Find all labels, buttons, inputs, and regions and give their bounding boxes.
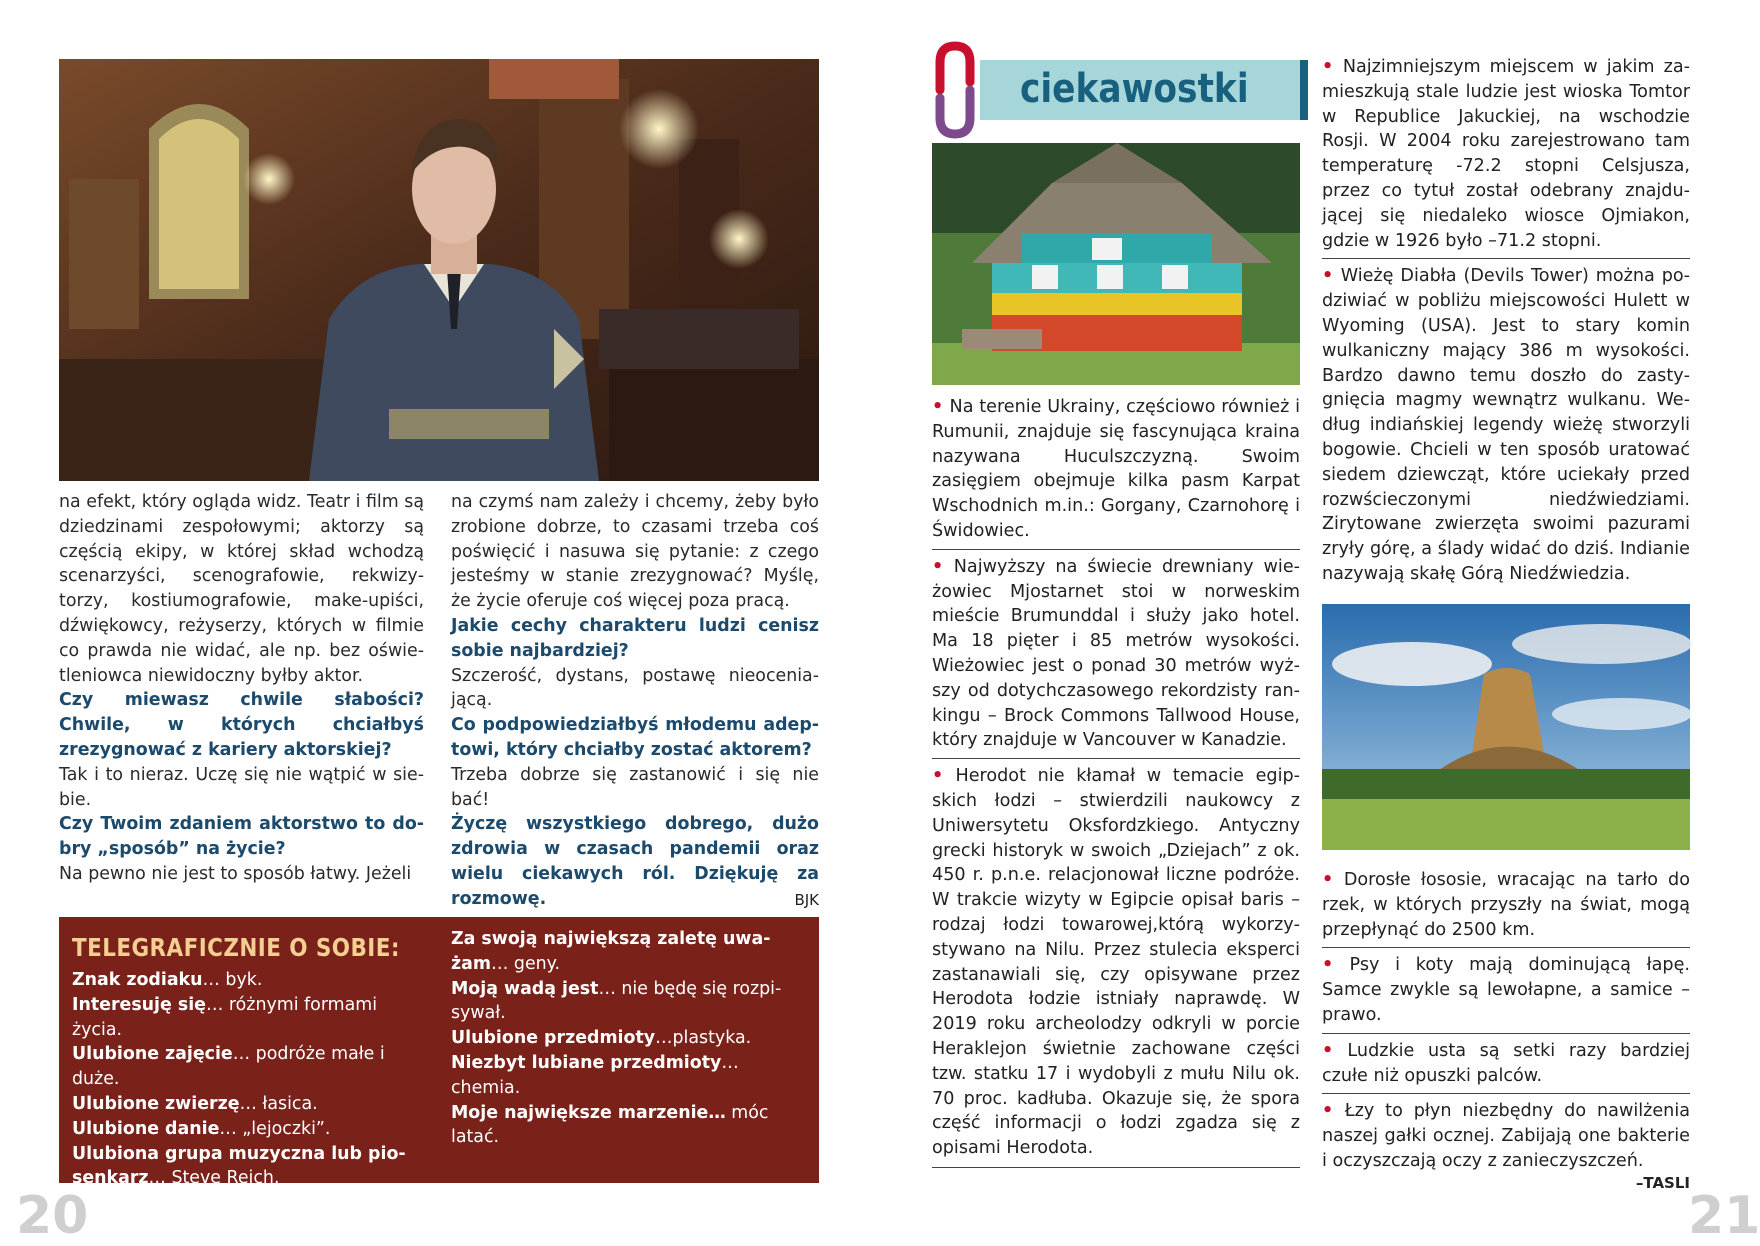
telegraph-column-1 — [72, 933, 432, 1191]
question-text: Czy miewasz chwile słabości? Chwile, w których chciałbyś zrezygnować z kariery aktorskiej? — [59, 690, 424, 760]
author-signature: BJK — [794, 890, 819, 909]
hutsul-house-photo — [932, 143, 1300, 385]
telegraph-line: Niezbyt lubiane przedmioty… chemia. — [451, 1052, 739, 1098]
fact-item: • Psy i koty mają dominującą łapę. Samce zwykle są lewołapne, a samice – prawo. — [1322, 955, 1690, 1025]
telegraph-line: Znak zodiaku… byk. — [72, 970, 263, 990]
bullet-icon: • — [1322, 1101, 1345, 1122]
bullet-icon: • — [1322, 266, 1341, 287]
fact-item: • Na terenie Ukrainy, częściowo również i Rumunii, znajduje się fascynująca kraina nazywana Huculszczyzną. Swoim zasięgiem obejmuje kilka pasm Karpat Wschodnich m.in.: Gorgany, Czarnohorę i Świdowiec. — [932, 397, 1301, 541]
telegraph-line: Moje największe marzenie… móc latać. — [451, 1102, 769, 1148]
telegraph-line: Ulubione zajęcie… podróże małe i duże. — [72, 1044, 385, 1090]
telegraph-heading: TELEGRAFICZNIE O SOBIE: — [72, 933, 400, 962]
answer-text: Szczerość, dystans, postawę nieoceniającą. — [451, 665, 819, 711]
page-number-left: 20 — [16, 1186, 89, 1246]
closing-text: Życzę wszystkiego dobrego, dużo zdrowia w czasach pandemii oraz wielu ciekawych ról. Dziękuję za rozmowę. — [451, 814, 819, 909]
telegraph-line: Moją wadą jest… nie będę się rozpisywał. — [451, 978, 782, 1024]
divider — [932, 1167, 1300, 1168]
telegraph-line: Za swoją największą zaletę uważam… geny. — [451, 929, 771, 974]
answer-text: na efekt, który ogląda widz. Teatr i film są dziedzinami zespołowymi; aktorzy są częścią ekipy, w której skład wchodzą scenarzyści, scenografowie, rekwizytorzy, kostiumografowie, make-upiści, dźwiękowcy, reżyserzy, których w filmie co prawda nie widać, ale np. bez oświetleniowca niewidoczny byłby aktor. — [59, 492, 424, 686]
question-text: Czy Twoim zdaniem aktorstwo to dobry „sposób” na życie? — [59, 814, 424, 860]
devils-tower-photo — [1322, 604, 1690, 850]
divider — [1322, 1093, 1690, 1094]
facts-column-1 — [932, 395, 1300, 1168]
telegraph-line: Ulubiona grupa muzyczna lub piosenkarz… Steve Reich. — [72, 1143, 406, 1189]
bullet-icon: • — [932, 556, 954, 577]
fact-item: • Najzimniejszym miejscem w jakim zamieszkują stale ludzie jest wioska Tomtor w Republice Jakuckiej, na wschodzie Rosji. W 2004 roku zarejestrowano tam temperaturę -72.2 stopni Celsjusza, przez co tytuł został odebrany znajdującej się niedaleko wiosce Ojmiakon, gdzie w 1926 było –71.2 stopni. — [1322, 57, 1690, 251]
fact-item: • Ludzkie usta są setki razy bardziej czułe niż opuszki palców. — [1322, 1040, 1691, 1086]
bullet-icon: • — [1322, 1040, 1348, 1061]
answer-text: Na pewno nie jest to sposób łatwy. Jeżeli — [59, 863, 412, 884]
telegraph-line: Interesuję się… różnymi formami życia. — [72, 994, 378, 1040]
actor-photo — [59, 59, 819, 481]
fact-item: • Łzy to płyn niezbędny do nawilżenia naszej gałki ocznej. Zabijają one bakterie i oczyszczają oczy z zanieczyszczeń. — [1322, 1101, 1691, 1171]
question-text: Jakie cechy charakteru ludzi cenisz sobie najbardziej? — [451, 615, 819, 661]
divider — [932, 549, 1300, 550]
facts-column-2-bottom — [1322, 868, 1690, 1192]
interview-column-2 — [451, 490, 819, 912]
question-text: Co podpowiedziałbyś młodemu adeptowi, który chciałby zostać aktorem? — [451, 715, 819, 760]
author-signature: –TASLI — [1635, 1173, 1690, 1192]
interview-column-1 — [59, 490, 424, 887]
telegraph-line: Ulubione danie… „lejoczki”. — [72, 1118, 331, 1139]
bullet-icon: • — [932, 397, 950, 417]
answer-text: na czymś nam zależy i chcemy, żeby było zrobione dobrze, to czasami trzeba coś poświęcić i nasuwa się pytanie: z czego jesteśmy w stanie zrezygnować? Myślę, że życie oferuje coś więcej poza pracą. — [451, 492, 819, 612]
fact-item: • Dorosłe łososie, wracając na tarło do rzek, w których przyszły na świat, mogą przepłynąć do 2500 km. — [1322, 870, 1690, 940]
page-number-right: 21 — [1688, 1186, 1760, 1246]
divider — [932, 758, 1300, 759]
answer-text: Tak i to nieraz. Uczę się nie wątpić w siebie. — [59, 764, 424, 810]
fact-item: • Wieżę Diabła (Devils Tower) można podziwiać w pobliżu miejscowości Hulett w Wyoming (USA). Jest to stary komin wulkaniczny mający 386 m wysokości. Bardzo dawno temu doszło do zastygnięcia magmy wewnątrz wulkanu. Według indiańskiej legendy wieżę stworzyli bogowie. Chcieli w ten sposób uratować siedem dziewcząt, które uciekały przed rozwścieczonymi niedźwiedziami. Zirytowane zwierzęta swoimi pazurami zryły górę, a ślady widać do dziś. Indianie nazywają skałę Górą Niedźwiedzia. — [1322, 266, 1690, 584]
telegraph-column-2 — [451, 927, 806, 1150]
telegraph-box — [59, 917, 819, 1189]
telegraph-line: Ulubione zwierzę… łasica. — [72, 1093, 318, 1114]
answer-text: Trzeba dobrze się zastanowić i się nie bać! — [451, 764, 819, 810]
facts-column-2-top — [1322, 55, 1690, 587]
bullet-icon: • — [932, 766, 956, 787]
bullet-icon: • — [1322, 955, 1350, 976]
divider — [1322, 947, 1690, 948]
section-banner — [980, 60, 1308, 120]
fact-item: • Najwyższy na świecie drewniany wieżowiec Mjostarnet stoi w norweskim mieście Brumunddal i służy jako hotel. Ma 18 pięter i 85 metrów wysokości. Wieżowiec jest o ponad 30 metrów wyższy od dotychczasowego rekordzisty rankingu – Brock Commons Tallwood House, który znajduje w Vancouver w Kanadzie. — [932, 556, 1300, 751]
chain-link-icon — [930, 42, 980, 138]
section-title: ciekawostki — [1020, 66, 1249, 112]
telegraph-line: Ulubione przedmioty…plastyka. — [451, 1028, 752, 1049]
divider — [1322, 258, 1690, 259]
fact-item: • Herodot nie kłamał w temacie egipskich łodzi – stwierdzili naukowcy z Uniwersytetu Oksfordzkiego. Antyczny grecki historyk w swoich „Dziejach” z ok. 450 r. p.n.e. relacjonował liczne podróże. W trakcie wizyty w Egipcie opisał baris – rodzaj łodzi towarowej,którą wykorzystywano na Nilu. Przez stulecia eksperci zastanawiali się, czy opisywane przez Herodota łodzie istniały naprawdę. W 2019 roku archeolodzy odkryli w porcie Heraklejon świetnie zachowane części tzw. statku 17 i wydobyli z mułu Nilu ok. 70 proc. kadłuba. Okazuje się, że spora część informacji o łodzi zgadza się z opisami Herodota. — [932, 766, 1300, 1159]
divider — [1322, 1033, 1690, 1034]
bullet-icon: • — [1322, 870, 1344, 890]
bullet-icon: • — [1322, 57, 1343, 77]
